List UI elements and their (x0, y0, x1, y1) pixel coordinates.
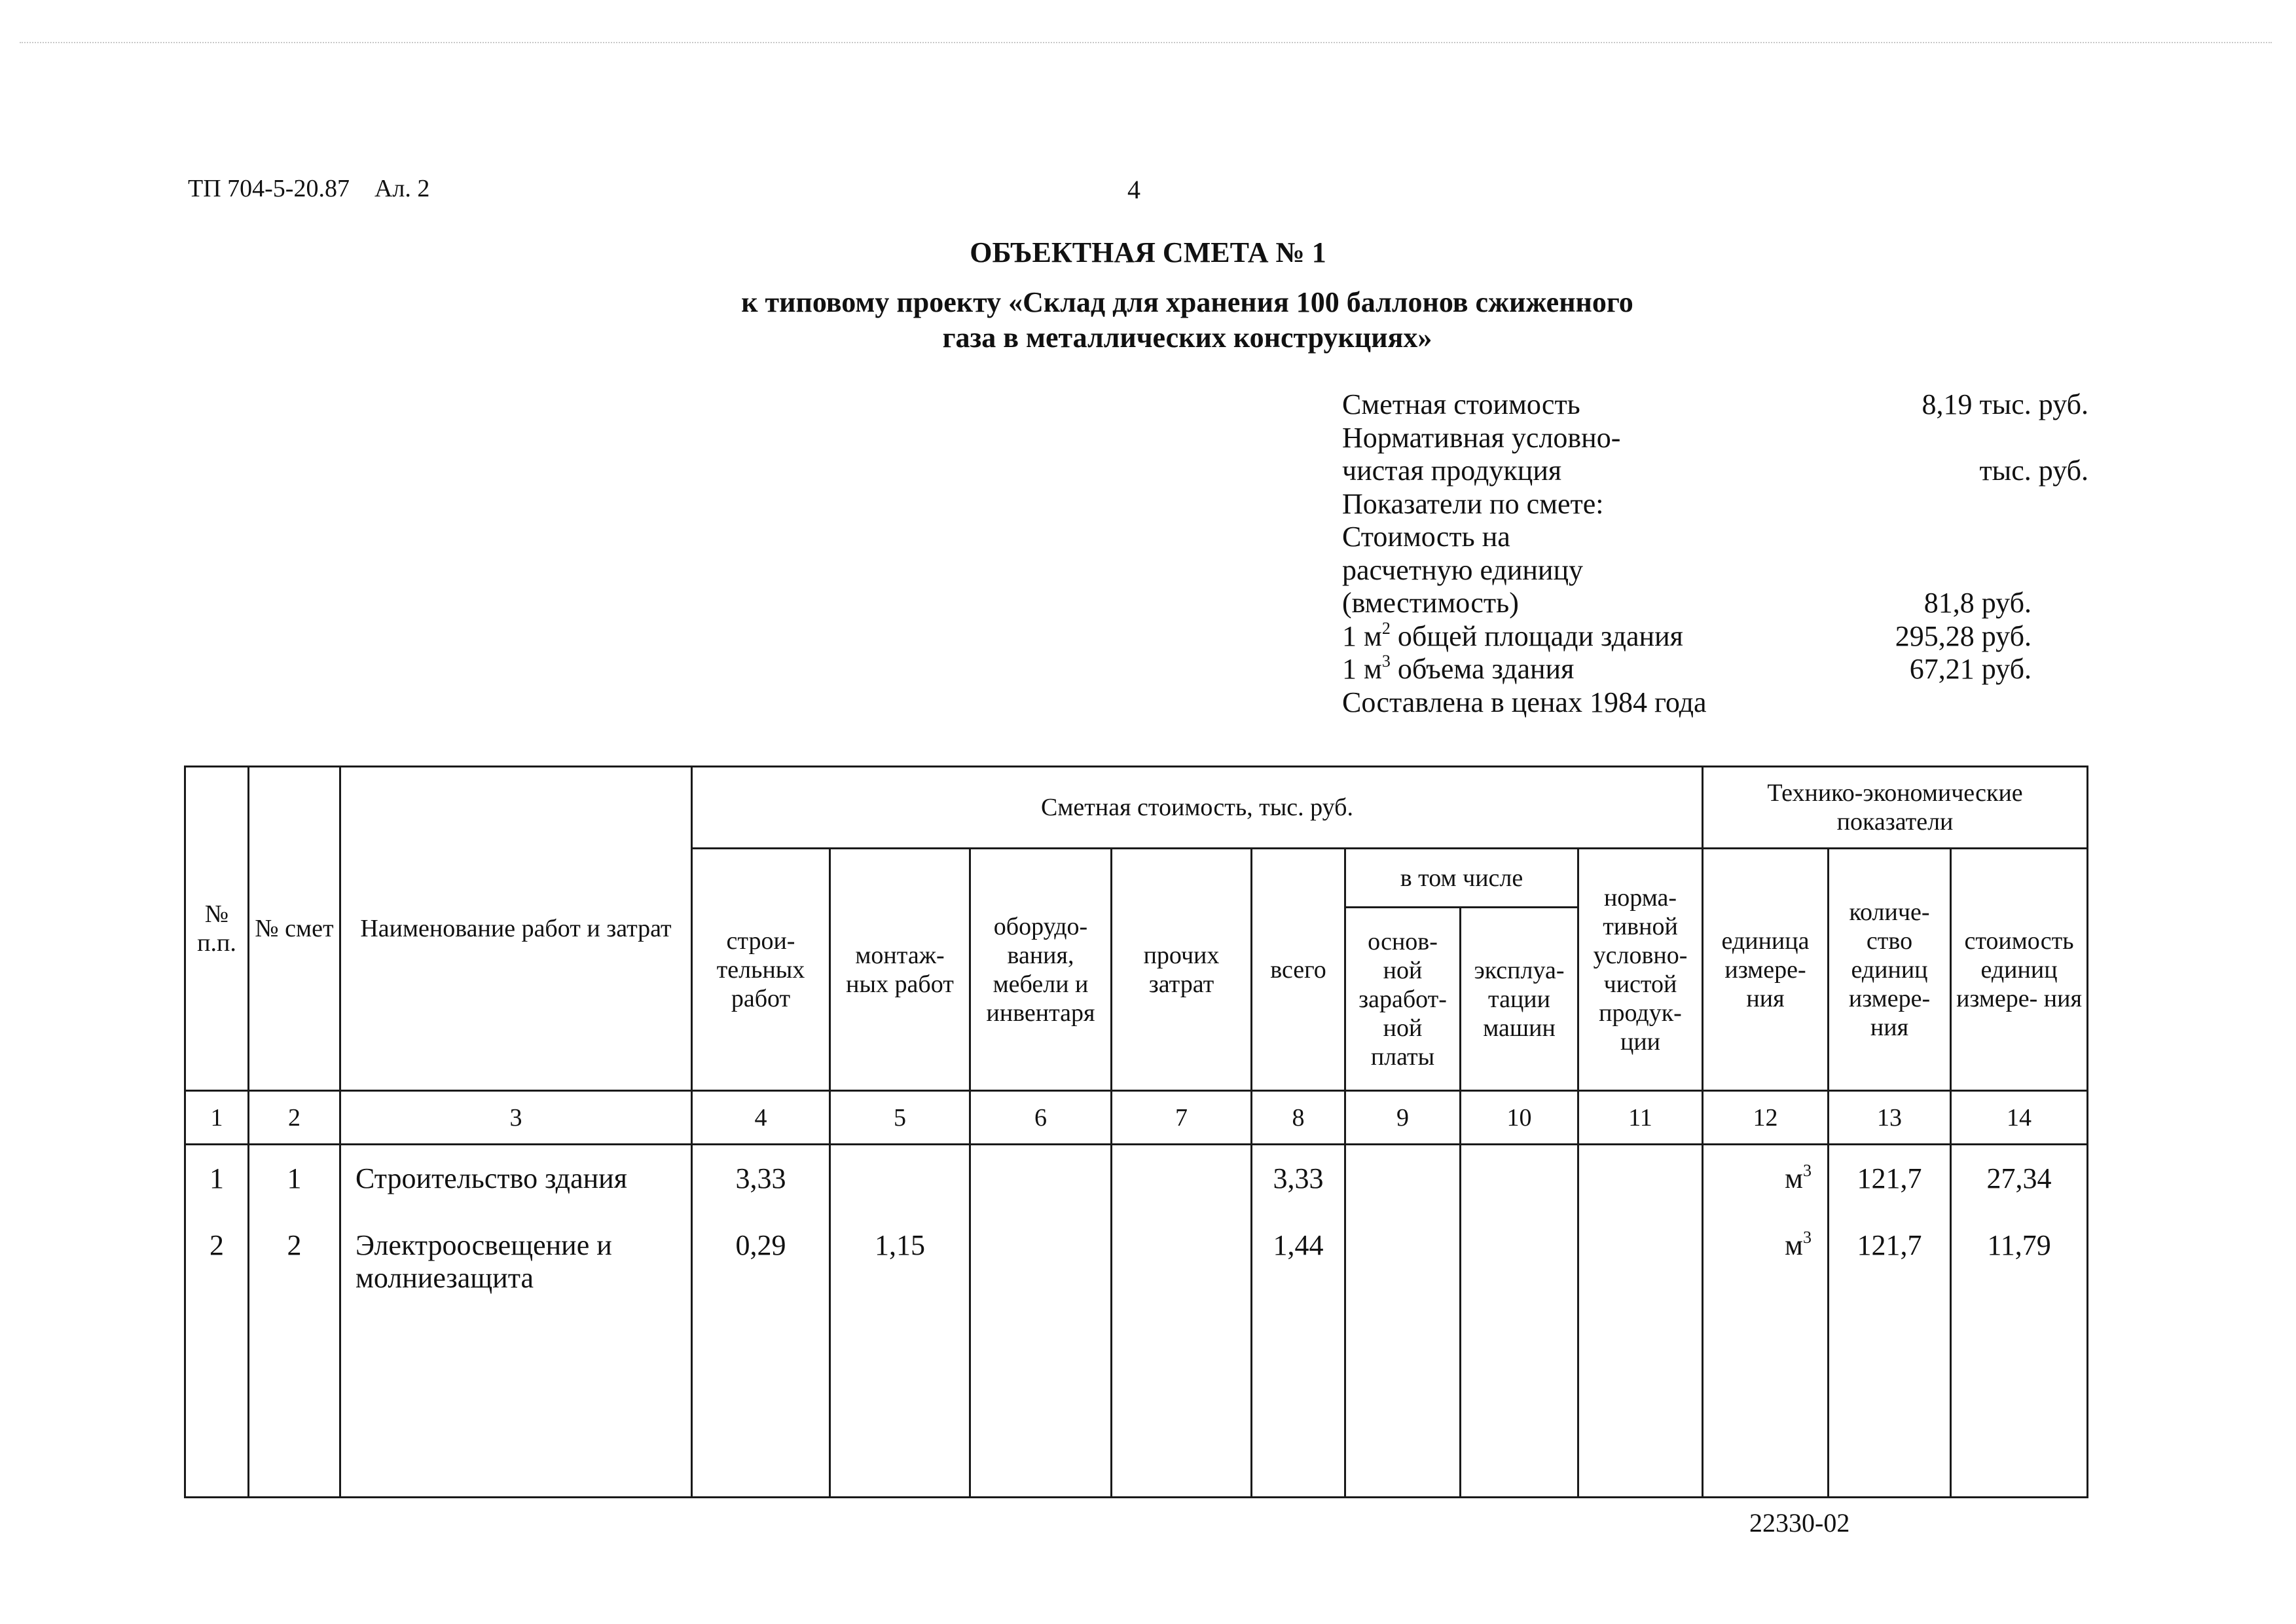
column-number: 1 (185, 1091, 249, 1145)
summary-label: Нормативная условно- (1342, 421, 1621, 454)
cell-equipment (970, 1145, 1112, 1498)
table-row-2-total: 1,44 (1273, 1229, 1324, 1261)
header-construction: строи- тельных работ (692, 849, 830, 1091)
cell-num-pp (185, 1145, 249, 1498)
table-body-row (185, 1145, 2088, 1498)
header-unit: единица измере- ния (1703, 849, 1829, 1091)
column-number: 6 (970, 1091, 1112, 1145)
footer-code: 22330-02 (1749, 1508, 1850, 1538)
header-installation: монтаж- ных работ (830, 849, 970, 1091)
table-row-1-construction: 3,33 (735, 1162, 786, 1194)
header-cost-group: Сметная стоимость, тыс. руб. (692, 767, 1703, 849)
page-subtitle-line-1: к типовому проекту «Склад для хранения 100 баллонов сжиженного (741, 286, 1633, 318)
table-row-1-quantity: 121,7 (1857, 1162, 1922, 1194)
summary-cost-per-area (1342, 620, 2088, 654)
summary-cost-per-volume (1342, 653, 2088, 686)
header-num-pp: № п.п. (185, 767, 249, 1091)
summary-label: Стоимость на (1342, 521, 1510, 553)
header-normative-net: норма- тивной условно- чистой продук- ции (1578, 849, 1703, 1091)
table-row-2-unit-cost: 11,79 (1987, 1229, 2051, 1261)
table-row-2-unit: $м^3$ (1785, 1228, 1812, 1261)
summary-label: Составлена в ценах 1984 года (1342, 686, 1707, 718)
summary-label: Сметная стоимость (1342, 388, 1580, 420)
cell-base-salary (1345, 1145, 1461, 1498)
header-tech-group: Технико-экономические показатели (1703, 767, 2088, 849)
table-row-2-num: 2 (210, 1229, 224, 1261)
header-name: Наименование работ и затрат (340, 767, 692, 1091)
page-title: ОБЪЕКТНАЯ СМЕТА № 1 (970, 236, 1326, 268)
summary-value: тыс. руб. (1979, 454, 2088, 487)
scan-artifact-line (20, 42, 2272, 43)
column-number: 11 (1578, 1091, 1703, 1145)
table-row-2-installation: 1,15 (875, 1229, 925, 1261)
summary-label: (вместимость) (1342, 587, 1519, 619)
header-total: всего (1252, 849, 1345, 1091)
header-num-smet: № смет (249, 767, 340, 1091)
summary-normative-product (1342, 454, 2088, 488)
summary-label: чистая продукция (1342, 454, 1562, 487)
cell-quantity (1829, 1145, 1951, 1498)
column-number: 7 (1112, 1091, 1252, 1145)
summary-estimated-cost (1342, 388, 2088, 422)
column-number: 8 (1252, 1091, 1345, 1145)
summary-label: 1 $м^3$ объема здания (1342, 652, 1575, 685)
estimate-summary (1342, 388, 2088, 719)
header-quantity: количе- ство единиц измере- ния (1829, 849, 1951, 1091)
cell-machine-ops (1461, 1145, 1578, 1498)
summary-cost-per-unit (1342, 587, 2088, 620)
summary-prices-note (1342, 686, 2088, 720)
summary-label: расчетную единицу (1342, 553, 1584, 586)
table-row-1-smet: 1 (287, 1162, 302, 1194)
column-number: 3 (340, 1091, 692, 1145)
album-label: Ал. 2 (374, 175, 430, 202)
summary-label: 1 $м^2$ общей площади здания (1342, 618, 1683, 652)
page-number: 4 (1127, 175, 1140, 204)
cell-installation (830, 1145, 970, 1498)
header-other: прочих затрат (1112, 849, 1252, 1091)
estimate-table (184, 766, 2088, 1498)
cell-total (1252, 1145, 1345, 1498)
summary-value: 8,19 тыс. руб. (1922, 388, 2088, 420)
cell-unit (1703, 1145, 1829, 1498)
column-number: 12 (1703, 1091, 1829, 1145)
column-number: 10 (1461, 1091, 1578, 1145)
header-unit-cost: стоимость единиц измере- ния (1951, 849, 2088, 1091)
column-number: 14 (1951, 1091, 2088, 1145)
table-row-2-construction: 0,29 (735, 1229, 786, 1261)
document-code (188, 174, 429, 203)
table-row-1-installation (833, 1162, 966, 1229)
cell-other (1112, 1145, 1252, 1498)
column-number: 13 (1829, 1091, 1951, 1145)
header-row (185, 767, 2088, 849)
cell-num-smet (249, 1145, 340, 1498)
column-number-row (185, 1091, 2088, 1145)
table-row-1-unit: $м^3$ (1785, 1161, 1812, 1194)
header-base-salary: основ- ной заработ- ной платы (1345, 908, 1461, 1091)
cell-unit-cost (1951, 1145, 2088, 1498)
cell-name (340, 1145, 692, 1498)
summary-value: 67,21 руб. (1909, 653, 2032, 685)
column-number: 5 (830, 1091, 970, 1145)
header-machine-ops: эксплуа- тации машин (1461, 908, 1578, 1091)
summary-value: 295,28 руб. (1895, 619, 2032, 652)
summary-label: Показатели по смете: (1342, 487, 1604, 520)
cell-construction (692, 1145, 830, 1498)
summary-value: 81,8 руб. (1923, 587, 2032, 619)
table-row-2-quantity: 121,7 (1857, 1229, 1922, 1261)
column-number: 9 (1345, 1091, 1461, 1145)
header-equipment: оборудо- вания, мебели и инвентаря (970, 849, 1112, 1091)
page-subtitle-line-2: газа в металлических конструкциях» (942, 322, 1432, 354)
table-row-2-smet: 2 (287, 1229, 302, 1261)
column-number: 2 (249, 1091, 340, 1145)
table-row-1-total: 3,33 (1273, 1162, 1324, 1194)
table-row-1-unit-cost: 27,34 (1986, 1162, 2052, 1194)
project-code: ТП 704-5-20.87 (188, 175, 350, 202)
cell-normative-net (1578, 1145, 1703, 1498)
column-number: 4 (692, 1091, 830, 1145)
table-row-1-name: Строительство здания (355, 1162, 627, 1194)
table-row-2-name: Электроосвещение и молниезащита (355, 1229, 612, 1294)
table-row-1-num: 1 (210, 1162, 224, 1194)
header-including: в том числе (1345, 849, 1578, 908)
